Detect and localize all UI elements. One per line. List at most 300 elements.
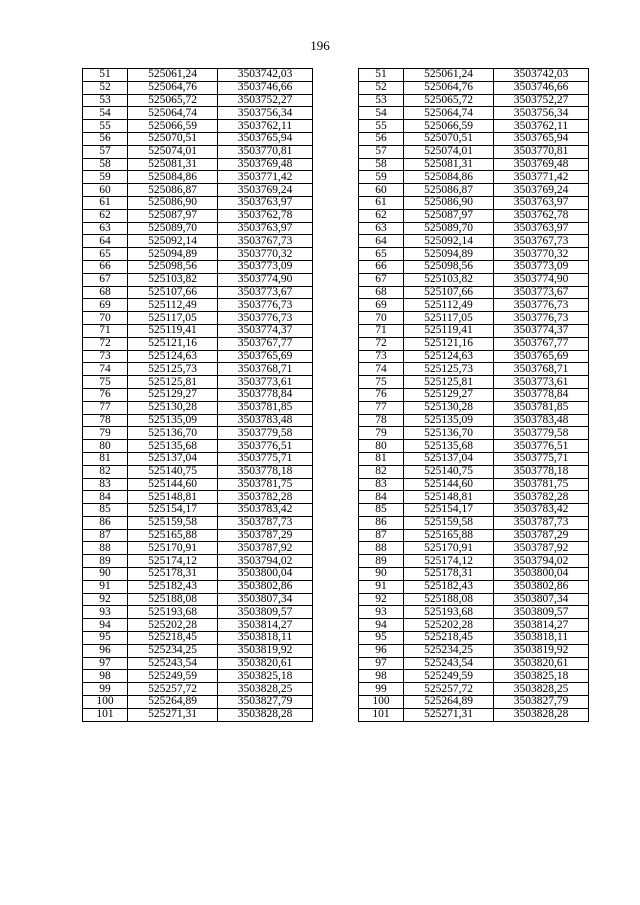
- y-coordinate-cell: 3503825,18: [494, 670, 589, 683]
- table-row: [359, 273, 589, 286]
- x-coordinate-cell: 525136,70: [404, 427, 494, 440]
- point-number-cell: 92: [83, 593, 128, 606]
- table-row: [83, 235, 313, 248]
- point-number-cell: 53: [83, 94, 128, 107]
- table-row: [83, 452, 313, 465]
- table-row: [83, 94, 313, 107]
- y-coordinate-cell: 3503787,73: [494, 516, 589, 529]
- y-coordinate-cell: 3503783,42: [494, 504, 589, 517]
- table-row: [359, 696, 589, 709]
- y-coordinate-cell: 3503809,57: [494, 606, 589, 619]
- x-coordinate-cell: 525121,16: [128, 337, 218, 350]
- point-number-cell: 86: [83, 516, 128, 529]
- table-row: [359, 619, 589, 632]
- y-coordinate-cell: 3503774,37: [494, 324, 589, 337]
- y-coordinate-cell: 3503773,61: [494, 376, 589, 389]
- table-row: [83, 81, 313, 94]
- point-number-cell: 79: [83, 427, 128, 440]
- y-coordinate-cell: 3503814,27: [218, 619, 313, 632]
- y-coordinate-cell: 3503778,18: [494, 465, 589, 478]
- y-coordinate-cell: 3503742,03: [494, 69, 589, 82]
- table-row: [359, 260, 589, 273]
- y-coordinate-cell: 3503825,18: [218, 670, 313, 683]
- point-number-cell: 75: [359, 376, 404, 389]
- y-coordinate-cell: 3503802,86: [218, 580, 313, 593]
- table-row: [83, 363, 313, 376]
- x-coordinate-cell: 525112,49: [404, 299, 494, 312]
- table-row: [83, 376, 313, 389]
- point-number-cell: 100: [83, 696, 128, 709]
- x-coordinate-cell: 525140,75: [128, 465, 218, 478]
- y-coordinate-cell: 3503765,94: [218, 132, 313, 145]
- x-coordinate-cell: 525125,81: [128, 376, 218, 389]
- x-coordinate-cell: 525249,59: [404, 670, 494, 683]
- point-number-cell: 85: [359, 504, 404, 517]
- table-row: [83, 414, 313, 427]
- x-coordinate-cell: 525154,17: [128, 504, 218, 517]
- point-number-cell: 51: [359, 69, 404, 82]
- x-coordinate-cell: 525148,81: [404, 491, 494, 504]
- coordinates-table-right: [358, 68, 589, 722]
- point-number-cell: 51: [83, 69, 128, 82]
- table-row: [83, 69, 313, 82]
- x-coordinate-cell: 525178,31: [404, 568, 494, 581]
- y-coordinate-cell: 3503742,03: [218, 69, 313, 82]
- table-row: [83, 619, 313, 632]
- point-number-cell: 88: [359, 542, 404, 555]
- point-number-cell: 54: [83, 107, 128, 120]
- table-row: [83, 171, 313, 184]
- table-row: [359, 555, 589, 568]
- table-row: [83, 644, 313, 657]
- x-coordinate-cell: 525061,24: [128, 69, 218, 82]
- table-row: [83, 350, 313, 363]
- x-coordinate-cell: 525193,68: [404, 606, 494, 619]
- x-coordinate-cell: 525135,68: [404, 440, 494, 453]
- point-number-cell: 97: [83, 657, 128, 670]
- x-coordinate-cell: 525148,81: [128, 491, 218, 504]
- y-coordinate-cell: 3503746,66: [494, 81, 589, 94]
- y-coordinate-cell: 3503787,92: [218, 542, 313, 555]
- x-coordinate-cell: 525193,68: [128, 606, 218, 619]
- point-number-cell: 86: [359, 516, 404, 529]
- point-number-cell: 80: [83, 440, 128, 453]
- y-coordinate-cell: 3503770,32: [494, 248, 589, 261]
- y-coordinate-cell: 3503774,90: [494, 273, 589, 286]
- y-coordinate-cell: 3503783,42: [218, 504, 313, 517]
- y-coordinate-cell: 3503787,29: [218, 529, 313, 542]
- point-number-cell: 57: [83, 145, 128, 158]
- x-coordinate-cell: 525092,14: [128, 235, 218, 248]
- table-row: [83, 708, 313, 721]
- x-coordinate-cell: 525170,91: [404, 542, 494, 555]
- table-row: [83, 337, 313, 350]
- x-coordinate-cell: 525066,59: [404, 120, 494, 133]
- table-row: [83, 222, 313, 235]
- x-coordinate-cell: 525174,12: [404, 555, 494, 568]
- coordinates-table-left: [82, 68, 313, 722]
- x-coordinate-cell: 525129,27: [128, 388, 218, 401]
- y-coordinate-cell: 3503800,04: [494, 568, 589, 581]
- x-coordinate-cell: 525159,58: [128, 516, 218, 529]
- y-coordinate-cell: 3503776,73: [494, 299, 589, 312]
- table-row: [83, 158, 313, 171]
- point-number-cell: 65: [83, 248, 128, 261]
- y-coordinate-cell: 3503763,97: [494, 222, 589, 235]
- y-coordinate-cell: 3503770,81: [494, 145, 589, 158]
- x-coordinate-cell: 525125,73: [404, 363, 494, 376]
- table-row: [83, 670, 313, 683]
- table-row: [83, 184, 313, 197]
- y-coordinate-cell: 3503781,75: [218, 478, 313, 491]
- x-coordinate-cell: 525117,05: [128, 312, 218, 325]
- y-coordinate-cell: 3503827,79: [494, 696, 589, 709]
- table-row: [83, 465, 313, 478]
- x-coordinate-cell: 525081,31: [404, 158, 494, 171]
- x-coordinate-cell: 525086,90: [404, 196, 494, 209]
- point-number-cell: 97: [359, 657, 404, 670]
- table-row: [83, 593, 313, 606]
- table-row: [359, 299, 589, 312]
- point-number-cell: 60: [359, 184, 404, 197]
- table-row: [83, 299, 313, 312]
- y-coordinate-cell: 3503767,73: [494, 235, 589, 248]
- table-row: [359, 657, 589, 670]
- table-row: [359, 69, 589, 82]
- y-coordinate-cell: 3503746,66: [218, 81, 313, 94]
- y-coordinate-cell: 3503782,28: [494, 491, 589, 504]
- y-coordinate-cell: 3503773,67: [218, 286, 313, 299]
- x-coordinate-cell: 525125,81: [404, 376, 494, 389]
- point-number-cell: 67: [359, 273, 404, 286]
- point-number-cell: 96: [83, 644, 128, 657]
- point-number-cell: 98: [83, 670, 128, 683]
- point-number-cell: 63: [83, 222, 128, 235]
- y-coordinate-cell: 3503807,34: [494, 593, 589, 606]
- table-row: [83, 504, 313, 517]
- y-coordinate-cell: 3503763,97: [218, 222, 313, 235]
- x-coordinate-cell: 525074,01: [128, 145, 218, 158]
- point-number-cell: 73: [359, 350, 404, 363]
- y-coordinate-cell: 3503779,58: [494, 427, 589, 440]
- x-coordinate-cell: 525174,12: [128, 555, 218, 568]
- x-coordinate-cell: 525064,74: [404, 107, 494, 120]
- point-number-cell: 53: [359, 94, 404, 107]
- table-row: [359, 670, 589, 683]
- point-number-cell: 84: [359, 491, 404, 504]
- table-row: [83, 312, 313, 325]
- table-row: [359, 196, 589, 209]
- point-number-cell: 95: [83, 632, 128, 645]
- x-coordinate-cell: 525271,31: [128, 708, 218, 721]
- point-number-cell: 96: [359, 644, 404, 657]
- point-number-cell: 68: [359, 286, 404, 299]
- x-coordinate-cell: 525124,63: [128, 350, 218, 363]
- y-coordinate-cell: 3503775,71: [218, 452, 313, 465]
- table-row: [359, 504, 589, 517]
- table-row: [359, 491, 589, 504]
- point-number-cell: 60: [83, 184, 128, 197]
- table-row: [359, 401, 589, 414]
- y-coordinate-cell: 3503807,34: [218, 593, 313, 606]
- point-number-cell: 52: [359, 81, 404, 94]
- x-coordinate-cell: 525144,60: [404, 478, 494, 491]
- point-number-cell: 82: [83, 465, 128, 478]
- point-number-cell: 74: [359, 363, 404, 376]
- table-row: [359, 414, 589, 427]
- y-coordinate-cell: 3503809,57: [218, 606, 313, 619]
- point-number-cell: 87: [359, 529, 404, 542]
- table-row: [359, 516, 589, 529]
- table-row: [83, 555, 313, 568]
- table-row: [359, 350, 589, 363]
- table-row: [359, 120, 589, 133]
- point-number-cell: 52: [83, 81, 128, 94]
- x-coordinate-cell: 525124,63: [404, 350, 494, 363]
- y-coordinate-cell: 3503818,11: [218, 632, 313, 645]
- x-coordinate-cell: 525135,09: [128, 414, 218, 427]
- x-coordinate-cell: 525107,66: [404, 286, 494, 299]
- x-coordinate-cell: 525094,89: [404, 248, 494, 261]
- y-coordinate-cell: 3503779,58: [218, 427, 313, 440]
- y-coordinate-cell: 3503773,61: [218, 376, 313, 389]
- x-coordinate-cell: 525159,58: [404, 516, 494, 529]
- x-coordinate-cell: 525064,76: [404, 81, 494, 94]
- point-number-cell: 80: [359, 440, 404, 453]
- point-number-cell: 72: [83, 337, 128, 350]
- y-coordinate-cell: 3503828,25: [494, 683, 589, 696]
- y-coordinate-cell: 3503814,27: [494, 619, 589, 632]
- table-row: [83, 580, 313, 593]
- point-number-cell: 62: [359, 209, 404, 222]
- table-row: [359, 708, 589, 721]
- x-coordinate-cell: 525130,28: [404, 401, 494, 414]
- point-number-cell: 72: [359, 337, 404, 350]
- point-number-cell: 77: [83, 401, 128, 414]
- point-number-cell: 58: [83, 158, 128, 171]
- y-coordinate-cell: 3503765,94: [494, 132, 589, 145]
- point-number-cell: 84: [83, 491, 128, 504]
- y-coordinate-cell: 3503778,84: [218, 388, 313, 401]
- y-coordinate-cell: 3503765,69: [494, 350, 589, 363]
- point-number-cell: 74: [83, 363, 128, 376]
- x-coordinate-cell: 525094,89: [128, 248, 218, 261]
- x-coordinate-cell: 525119,41: [404, 324, 494, 337]
- y-coordinate-cell: 3503773,09: [218, 260, 313, 273]
- y-coordinate-cell: 3503781,85: [218, 401, 313, 414]
- point-number-cell: 90: [359, 568, 404, 581]
- table-row: [359, 312, 589, 325]
- y-coordinate-cell: 3503775,71: [494, 452, 589, 465]
- x-coordinate-cell: 525129,27: [404, 388, 494, 401]
- table-row: [83, 196, 313, 209]
- x-coordinate-cell: 525089,70: [404, 222, 494, 235]
- x-coordinate-cell: 525087,97: [128, 209, 218, 222]
- table-row: [83, 248, 313, 261]
- point-number-cell: 70: [83, 312, 128, 325]
- table-row: [83, 683, 313, 696]
- point-number-cell: 93: [359, 606, 404, 619]
- x-coordinate-cell: 525092,14: [404, 235, 494, 248]
- x-coordinate-cell: 525135,09: [404, 414, 494, 427]
- y-coordinate-cell: 3503768,71: [494, 363, 589, 376]
- point-number-cell: 99: [359, 683, 404, 696]
- table-row: [359, 235, 589, 248]
- table-row: [83, 286, 313, 299]
- x-coordinate-cell: 525137,04: [128, 452, 218, 465]
- table-row: [359, 286, 589, 299]
- y-coordinate-cell: 3503818,11: [494, 632, 589, 645]
- point-number-cell: 59: [359, 171, 404, 184]
- x-coordinate-cell: 525065,72: [404, 94, 494, 107]
- point-number-cell: 83: [83, 478, 128, 491]
- x-coordinate-cell: 525202,28: [404, 619, 494, 632]
- table-row: [359, 478, 589, 491]
- point-number-cell: 67: [83, 273, 128, 286]
- x-coordinate-cell: 525112,49: [128, 299, 218, 312]
- x-coordinate-cell: 525188,08: [128, 593, 218, 606]
- y-coordinate-cell: 3503752,27: [218, 94, 313, 107]
- table-row: [83, 529, 313, 542]
- point-number-cell: 101: [83, 708, 128, 721]
- point-number-cell: 89: [359, 555, 404, 568]
- y-coordinate-cell: 3503769,24: [218, 184, 313, 197]
- point-number-cell: 82: [359, 465, 404, 478]
- point-number-cell: 68: [83, 286, 128, 299]
- x-coordinate-cell: 525165,88: [128, 529, 218, 542]
- point-number-cell: 61: [359, 196, 404, 209]
- point-number-cell: 101: [359, 708, 404, 721]
- x-coordinate-cell: 525087,97: [404, 209, 494, 222]
- point-number-cell: 95: [359, 632, 404, 645]
- y-coordinate-cell: 3503768,71: [218, 363, 313, 376]
- y-coordinate-cell: 3503763,97: [494, 196, 589, 209]
- x-coordinate-cell: 525066,59: [128, 120, 218, 133]
- x-coordinate-cell: 525154,17: [404, 504, 494, 517]
- point-number-cell: 56: [83, 132, 128, 145]
- table-row: [359, 171, 589, 184]
- x-coordinate-cell: 525218,45: [404, 632, 494, 645]
- y-coordinate-cell: 3503762,11: [494, 120, 589, 133]
- point-number-cell: 64: [359, 235, 404, 248]
- x-coordinate-cell: 525064,76: [128, 81, 218, 94]
- x-coordinate-cell: 525103,82: [128, 273, 218, 286]
- y-coordinate-cell: 3503794,02: [218, 555, 313, 568]
- x-coordinate-cell: 525243,54: [128, 657, 218, 670]
- table-row: [83, 388, 313, 401]
- table-row: [83, 606, 313, 619]
- point-number-cell: 93: [83, 606, 128, 619]
- table-row: [83, 107, 313, 120]
- x-coordinate-cell: 525135,68: [128, 440, 218, 453]
- y-coordinate-cell: 3503767,77: [218, 337, 313, 350]
- table-row: [359, 107, 589, 120]
- x-coordinate-cell: 525070,51: [404, 132, 494, 145]
- x-coordinate-cell: 525234,25: [404, 644, 494, 657]
- x-coordinate-cell: 525065,72: [128, 94, 218, 107]
- y-coordinate-cell: 3503769,24: [494, 184, 589, 197]
- y-coordinate-cell: 3503783,48: [494, 414, 589, 427]
- point-number-cell: 77: [359, 401, 404, 414]
- table-row: [359, 184, 589, 197]
- table-row: [359, 388, 589, 401]
- table-row: [359, 209, 589, 222]
- point-number-cell: 87: [83, 529, 128, 542]
- point-number-cell: 99: [83, 683, 128, 696]
- y-coordinate-cell: 3503776,51: [218, 440, 313, 453]
- point-number-cell: 73: [83, 350, 128, 363]
- table-row: [83, 120, 313, 133]
- table-row: [359, 427, 589, 440]
- point-number-cell: 83: [359, 478, 404, 491]
- y-coordinate-cell: 3503828,28: [494, 708, 589, 721]
- point-number-cell: 100: [359, 696, 404, 709]
- x-coordinate-cell: 525202,28: [128, 619, 218, 632]
- y-coordinate-cell: 3503820,61: [218, 657, 313, 670]
- point-number-cell: 70: [359, 312, 404, 325]
- point-number-cell: 90: [83, 568, 128, 581]
- table-row: [359, 248, 589, 261]
- point-number-cell: 69: [359, 299, 404, 312]
- x-coordinate-cell: 525234,25: [128, 644, 218, 657]
- table-row: [83, 632, 313, 645]
- y-coordinate-cell: 3503773,67: [494, 286, 589, 299]
- y-coordinate-cell: 3503756,34: [218, 107, 313, 120]
- y-coordinate-cell: 3503783,48: [218, 414, 313, 427]
- point-number-cell: 54: [359, 107, 404, 120]
- point-number-cell: 71: [359, 324, 404, 337]
- point-number-cell: 78: [83, 414, 128, 427]
- x-coordinate-cell: 525119,41: [128, 324, 218, 337]
- table-row: [359, 132, 589, 145]
- point-number-cell: 55: [83, 120, 128, 133]
- y-coordinate-cell: 3503782,28: [218, 491, 313, 504]
- y-coordinate-cell: 3503787,92: [494, 542, 589, 555]
- table-row: [83, 568, 313, 581]
- x-coordinate-cell: 525070,51: [128, 132, 218, 145]
- x-coordinate-cell: 525136,70: [128, 427, 218, 440]
- x-coordinate-cell: 525218,45: [128, 632, 218, 645]
- table-row: [83, 324, 313, 337]
- y-coordinate-cell: 3503762,78: [494, 209, 589, 222]
- x-coordinate-cell: 525084,86: [128, 171, 218, 184]
- table-row: [83, 273, 313, 286]
- table-row: [359, 452, 589, 465]
- y-coordinate-cell: 3503776,51: [494, 440, 589, 453]
- y-coordinate-cell: 3503781,75: [494, 478, 589, 491]
- table-row: [359, 324, 589, 337]
- point-number-cell: 76: [359, 388, 404, 401]
- x-coordinate-cell: 525137,04: [404, 452, 494, 465]
- x-coordinate-cell: 525086,87: [404, 184, 494, 197]
- table-row: [83, 401, 313, 414]
- y-coordinate-cell: 3503773,09: [494, 260, 589, 273]
- table-row: [83, 427, 313, 440]
- table-row: [83, 260, 313, 273]
- x-coordinate-cell: 525064,74: [128, 107, 218, 120]
- table-row: [83, 491, 313, 504]
- point-number-cell: 65: [359, 248, 404, 261]
- y-coordinate-cell: 3503765,69: [218, 350, 313, 363]
- x-coordinate-cell: 525188,08: [404, 593, 494, 606]
- point-number-cell: 94: [359, 619, 404, 632]
- table-row: [83, 542, 313, 555]
- x-coordinate-cell: 525264,89: [404, 696, 494, 709]
- table-row: [83, 516, 313, 529]
- table-row: [359, 376, 589, 389]
- x-coordinate-cell: 525178,31: [128, 568, 218, 581]
- point-number-cell: 56: [359, 132, 404, 145]
